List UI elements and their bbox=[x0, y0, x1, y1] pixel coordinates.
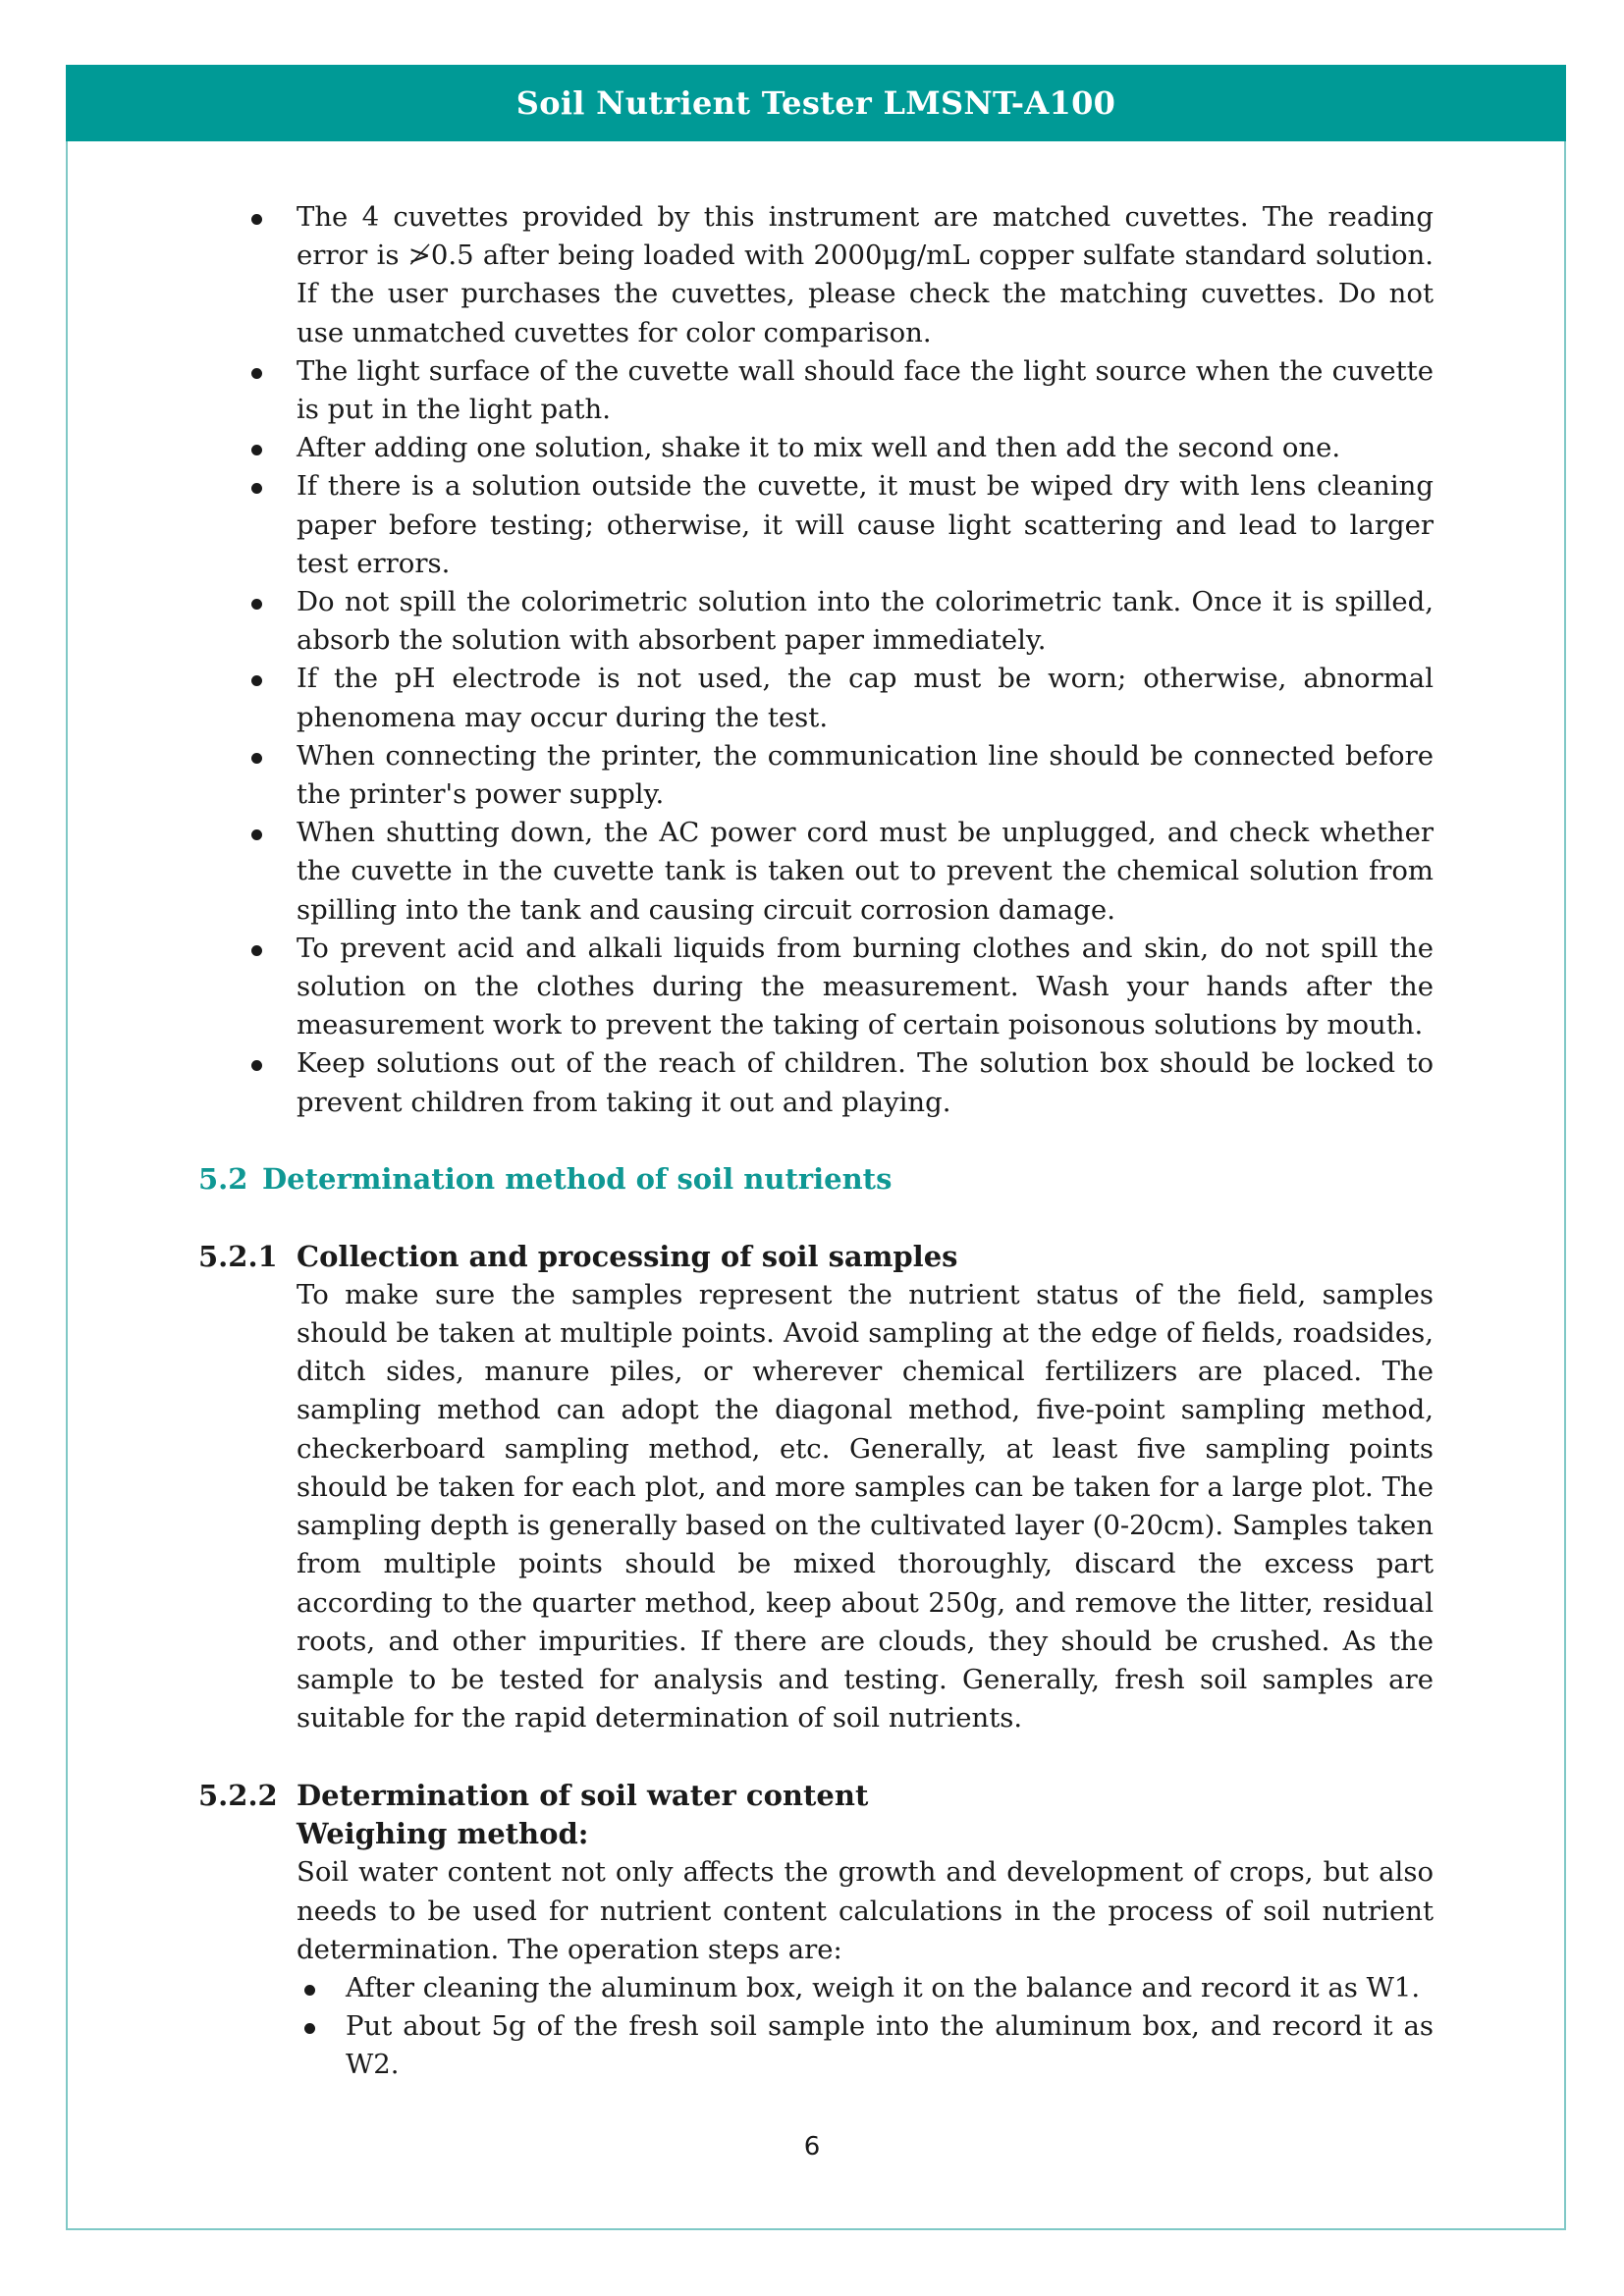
list-item-text: If the pH electrode is not used, the cap must be worn; otherwise, abnormal phenomena may occur during the test. bbox=[297, 663, 1434, 733]
list-item-text: Do not spill the colorimetric solution into the colorimetric tank. Once it is spilled, absorb the solution with absorbent paper immediately. bbox=[297, 586, 1434, 657]
list-item-text: When shutting down, the AC power cord must be unplugged, and check whether the cuvette in the cuvette tank is taken out to prevent the chemical solution from spilling into the tank and causing circuit corrosion damage. bbox=[297, 817, 1434, 926]
list-item bbox=[198, 814, 1434, 930]
list-item-text: The 4 cuvettes provided by this instrument are matched cuvettes. The reading error is ≯0.5 after being loaded with 2000μg/mL copper sulfate standard solution. If the user purchases the cuvettes, please check the matching cuvettes. Do not use unmatched cuvettes for color comparison. bbox=[297, 201, 1434, 348]
subsection-number: 5.2.2 bbox=[198, 1779, 278, 1813]
list-item bbox=[198, 660, 1434, 736]
bullet-icon bbox=[251, 1060, 262, 1071]
section-heading bbox=[198, 1160, 1434, 1199]
list-item bbox=[198, 583, 1434, 660]
bullet-icon bbox=[251, 599, 262, 610]
bullet-icon bbox=[251, 945, 262, 956]
subsection-number: 5.2.1 bbox=[198, 1239, 278, 1273]
list-item bbox=[198, 429, 1434, 467]
list-item-text: Keep solutions out of the reach of children. The solution box should be locked to prevent children from taking it out and playing. bbox=[297, 1047, 1434, 1118]
list-item bbox=[198, 737, 1434, 814]
method-title: Weighing method: bbox=[297, 1817, 589, 1851]
list-item-text: Put about 5g of the fresh soil sample into the aluminum box, and record it as W2. bbox=[346, 2010, 1434, 2081]
list-item bbox=[198, 352, 1434, 429]
list-item-text: The light surface of the cuvette wall should face the light source when the cuvette is put in the light path. bbox=[297, 354, 1434, 426]
list-item-text: If there is a solution outside the cuvette, it must be wiped dry with lens cleaning paper before testing; otherwise, it will cause light scattering and lead to larger test errors. bbox=[297, 470, 1434, 579]
bullet-icon bbox=[251, 675, 262, 686]
bullet-icon bbox=[251, 368, 262, 379]
list-item-text: To prevent acid and alkali liquids from burning clothes and skin, do not spill the solution on the clothes during the measurement. Wash your hands after the measurement work to prevent the taking of certain poisonous solutions by mouth. bbox=[297, 932, 1434, 1041]
list-item-text: When connecting the printer, the communication line should be connected before the printer's power supply. bbox=[297, 739, 1434, 811]
section-title: Determination method of soil nutrients bbox=[262, 1161, 893, 1196]
list-item bbox=[198, 198, 1434, 352]
bullet-icon bbox=[304, 2023, 315, 2034]
header-bar bbox=[66, 65, 1566, 141]
bullet-icon bbox=[251, 483, 262, 494]
subsection-title: Collection and processing of soil samples bbox=[297, 1239, 958, 1273]
section-number: 5.2 bbox=[198, 1161, 248, 1196]
page-number: 6 bbox=[803, 2132, 821, 2162]
bullet-icon bbox=[251, 753, 262, 764]
list-item bbox=[198, 1044, 1434, 1121]
subsection-heading bbox=[198, 1777, 1434, 1815]
document-title: Soil Nutrient Tester LMSNT-A100 bbox=[515, 84, 1116, 122]
bullet-icon bbox=[251, 829, 262, 840]
steps-list bbox=[198, 1969, 1434, 2085]
page-content bbox=[198, 198, 1434, 2085]
subsection-body: To make sure the samples represent the nutrient status of the field, samples should be taken at multiple points. Avoid sampling at the edge of fields, roadsides, ditch sides, manure piles, or wherever chemical fertilizers are placed. The sampling method can adopt the diagonal method, five-point sampling method, checkerboard sampling method, etc. Generally, at least five sampling points should be taken for each plot, and more samples can be taken for a large plot. The sampling depth is generally based on the cultivated layer (0-20cm). Samples taken from multiple points should be mixed thoroughly, discard the excess part according to the quarter method, keep about 250g, and remove the litter, residual roots, and other impurities. If there are clouds, they should be crushed. As the sample to be tested for analysis and testing. Generally, fresh soil samples are suitable for the rapid determination of soil nutrients. bbox=[297, 1278, 1434, 1735]
subsection-title: Determination of soil water content bbox=[297, 1779, 869, 1813]
list-item-text: After adding one solution, shake it to mix well and then add the second one. bbox=[297, 432, 1341, 464]
list-item bbox=[198, 930, 1434, 1045]
bullet-icon bbox=[251, 214, 262, 225]
subsection-body: Soil water content not only affects the growth and development of crops, but also needs to be used for nutrient content calculations in the process of soil nutrient determination. The operation steps are: bbox=[297, 1856, 1434, 1965]
list-item bbox=[198, 2007, 1434, 2084]
list-item bbox=[198, 1969, 1434, 2007]
bullet-icon bbox=[251, 445, 262, 455]
list-item-text: After cleaning the aluminum box, weigh it on the balance and record it as W1. bbox=[346, 1971, 1421, 2003]
list-item bbox=[198, 467, 1434, 583]
subsection-heading bbox=[198, 1238, 1434, 1276]
bullet-icon bbox=[304, 1985, 315, 1996]
precautions-list bbox=[198, 198, 1434, 1122]
